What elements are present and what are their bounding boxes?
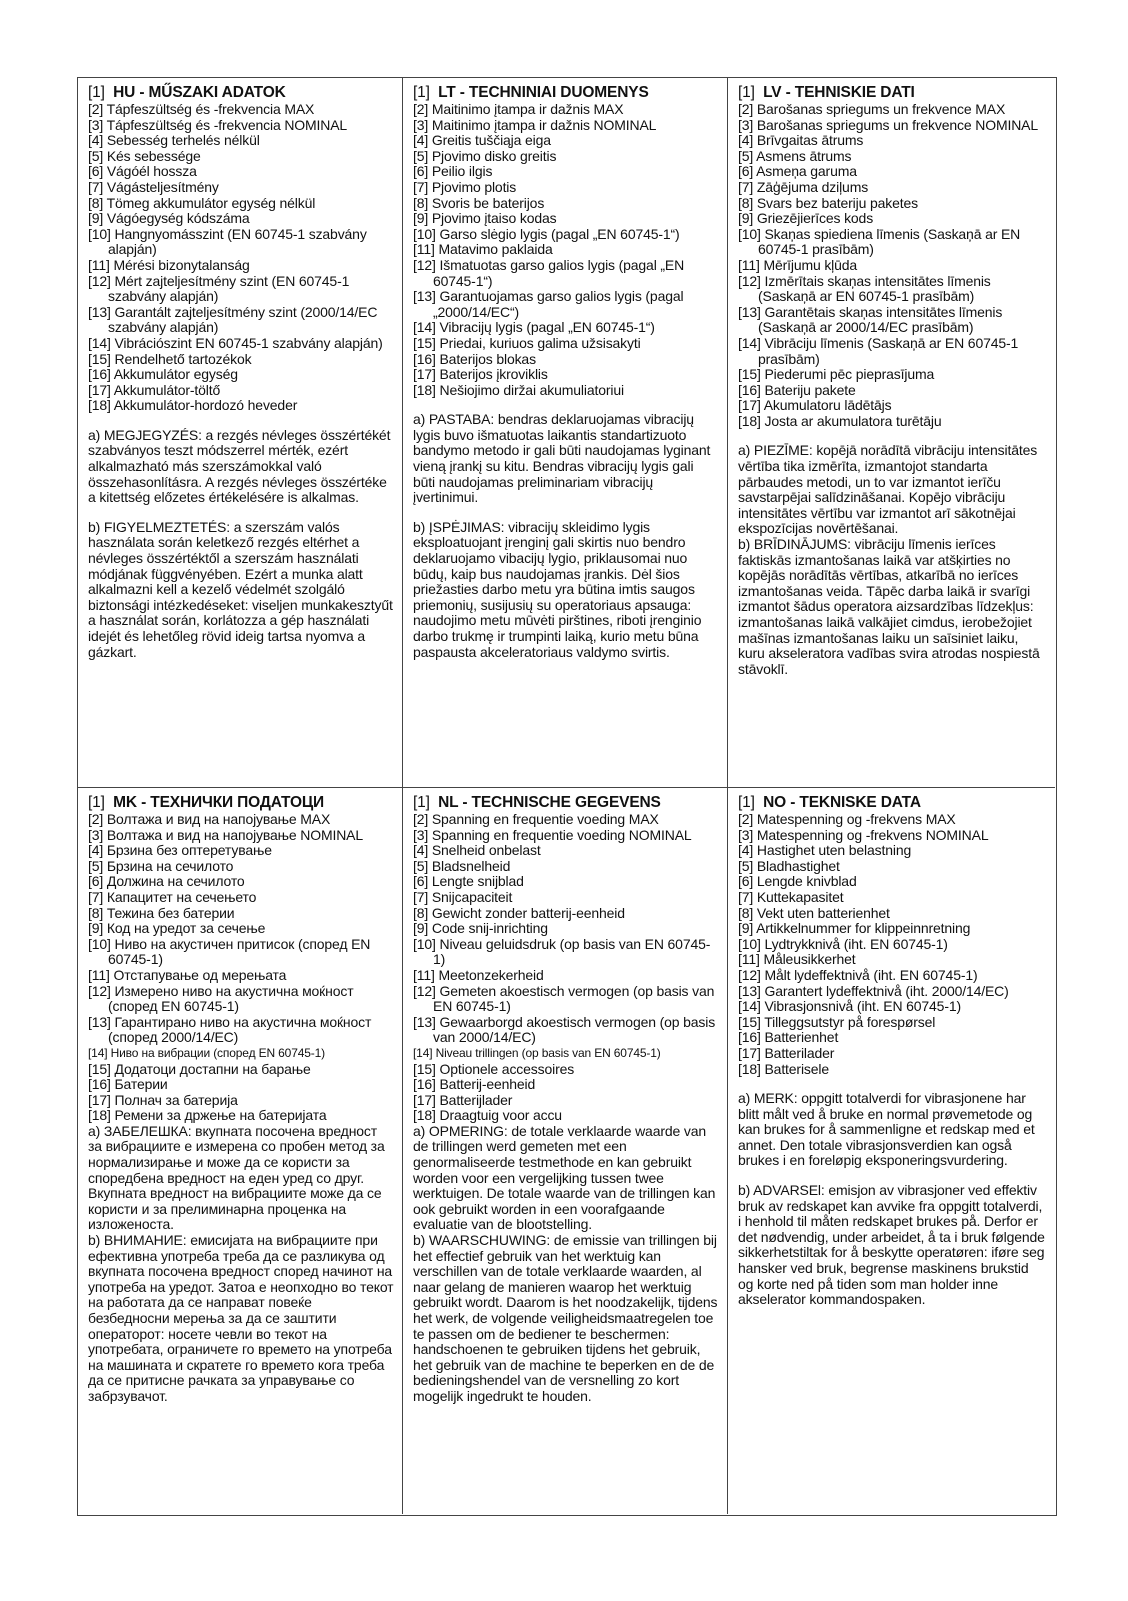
spec-item: [2] Barošanas spriegums un frekvence MAX — [738, 101, 1006, 117]
spec-item: [9] Griezējierīces kods — [738, 210, 874, 227]
spec-item: [11] Matavimo paklaida — [413, 241, 553, 258]
spec-item: [7] Vágásteljesítmény — [88, 178, 219, 195]
spec-item: [14] Ниво на вибрации (според EN 60745-1) — [88, 1045, 325, 1060]
spec-item: [16] Батерии — [88, 1076, 168, 1093]
spec-item: [17] Baterijos įkroviklis — [413, 366, 548, 383]
section-nl — [403, 788, 728, 1514]
spec-item: [11] Отстапување од мерењата — [88, 966, 287, 983]
spec-item: [4] Brīvgaitas ātrums — [738, 132, 864, 149]
warning-b: b) BRĪDINĀJUMS: vibrāciju līmenis ierīces faktiskās izmantošanas laikā var atšķirties no kopējās norādītās vērtības, atkarībā no ierīces izmantošanas veida. Tāpēc darba laikā ir svarīgi izmantot šādus operatora aizsardzības līdzekļus: izmantošanas laikā valkājiet cimdus, ierobežojiet mašīnas izmantošanas laiku un saīsiniet laiku, kuru akseleratora vadības svira atrodas nospiestā stāvoklī. — [738, 536, 1040, 677]
spec-item: [16] Baterijos blokas — [413, 350, 536, 367]
spec-item: [2] Волтажа и вид на напојување MAX — [88, 811, 331, 827]
section-title: [1] LV - TEHNISKIE DATI — [738, 84, 915, 101]
note-a: a) PASTABA: bendras deklaruojamas vibracijų lygis buvo išmatuotas laikantis standartizuoto bandymo metodo ir gali būti naudojamas lyginant vieną įrankį su kitu. Bendras vibracijų lygis gali būti naudojamas preliminariam vibracijų įvertinimui. — [413, 411, 711, 506]
spec-item: [10] Hangnyomásszint (EN 60745-1 szabvány alapján) — [88, 225, 367, 258]
spec-item: [10] Ниво на акустичен притисок (според EN 60745-1) — [88, 935, 371, 968]
spec-item: [8] Vekt uten batterienhet — [738, 904, 890, 921]
spec-item: [14] Vibrációszint EN 60745-1 szabvány alapján) — [88, 334, 383, 351]
section-hu — [78, 78, 403, 788]
spec-item: [8] Tömeg akkumulátor egység nélkül — [88, 194, 316, 211]
section-title: [1] LT - TECHNINIAI DUOMENYS — [413, 84, 649, 101]
spec-item: [13] Garantuojamas garso galios lygis (pagal „2000/14/EC“) — [413, 288, 684, 320]
note-a: а) ЗАБЕЛЕШКА: вкупната посочена вредност за вибрациите е измерена со пробен метод за нормализирање и може да се користи за споредбена вредност на еден уред со друг. Вкупната вредност на вибрациите може да се користи и за прелиминарна проценка на изложеноста. — [88, 1122, 385, 1233]
spec-item: [4] Greitis tuščiąja eiga — [413, 132, 551, 149]
note-a: a) MEGJEGYZÉS: a rezgés névleges összértékét szabványos teszt módszerrel mérték, ezért alkalmazható más szerszámokkal való összehasonlításra. A rezgés névleges összértéke a kitettség előzetes értékelésére is alkalmas. — [88, 426, 391, 506]
spec-item: [3] Tápfeszültség és -frekvencia NOMINAL — [88, 116, 348, 133]
spec-item: [4] Snelheid onbelast — [413, 842, 541, 859]
spec-item: [3] Spanning en frequentie voeding NOMINAL — [413, 826, 692, 843]
section-title: [1] NO - TEKNISKE DATA — [738, 794, 921, 811]
spec-item: [12] Išmatuotas garso galios lygis (pagal „EN 60745-1“) — [413, 256, 685, 289]
spec-item: [18] Nešiojimo diržai akumuliatoriui — [413, 381, 624, 398]
spec-item: [15] Priedai, kuriuos galima užsisakyti — [413, 334, 641, 351]
spec-item: [15] Optionele accessoires — [413, 1060, 575, 1077]
spec-item: [7] Kuttekapasitet — [738, 888, 844, 905]
spec-item: [9] Vágóegység kódszáma — [88, 210, 250, 227]
spec-item: [17] Batterijlader — [413, 1091, 513, 1108]
spec-item: [6] Vágóél hossza — [88, 163, 197, 180]
spec-item: [5] Брзина на сечилото — [88, 857, 234, 874]
spec-item: [8] Gewicht zonder batterij-eenheid — [413, 904, 625, 921]
spec-item: [8] Тежина без батерии — [88, 904, 235, 921]
spec-item: [18] Batterisele — [738, 1060, 829, 1077]
spec-item: [8] Svars bez bateriju paketes — [738, 194, 918, 211]
spec-item: [7] Snijcapaciteit — [413, 888, 513, 905]
warning-b: b) ВНИМАНИЕ: емисијата на вибрациите при ефективна употреба треба да се разликува од вкупната посочена вредност според начинот на употреба на уредот. Затоа е неопходно во текот на работата да се направат повеќе безбедносни мерења за да се заштити операторот: носете чевли во текот на употребата, ограничете го времето на употреба на машината и скратете го времето кога треба да се притисне рачката за управување со забрзувачот. — [88, 1232, 394, 1404]
spec-item: [12] Измерено ниво на акустична моќност (според EN 60745-1) — [88, 982, 354, 1015]
spec-list — [413, 812, 719, 1124]
spec-item: [9] Artikkelnummer for klippeinnretning — [738, 920, 971, 937]
spec-item: [5] Pjovimo disko greitis — [413, 147, 557, 164]
spec-item: [10] Skaņas spiediena līmenis (Saskaņā ar EN 60745-1 prasībām) — [738, 225, 1021, 258]
spec-item: [9] Код на уредот за сечење — [88, 920, 266, 937]
spec-item: [10] Garso slėgio lygis (pagal „EN 60745-1“) — [413, 225, 680, 242]
spec-item: [9] Pjovimo įtaiso kodas — [413, 210, 557, 227]
spec-item: [14] Vibrāciju līmenis (Saskaņā ar EN 60745-1 prasībām) — [738, 334, 1019, 367]
spec-item: [7] Капацитет на сечењето — [88, 888, 257, 905]
spec-item: [18] Ремени за држење на батеријата — [88, 1107, 327, 1124]
spec-item: [5] Bladhastighet — [738, 857, 840, 874]
spec-item: [18] Josta ar akumulatora turētāju — [738, 412, 942, 429]
spec-item: [15] Tilleggsutstyr på forespørsel — [738, 1013, 936, 1030]
note-a: a) OPMERING: de totale verklaarde waarde van de trillingen werd gemeten met een genormaliseerde testmethode en kan gebruikt worden voor een vergelijking tussen twee werktuigen. De totale waarde van de trillingen kan ook gebruikt worden in een voorafgaande evaluatie van de blootstelling. — [413, 1122, 716, 1233]
section-title: [1] HU - MŰSZAKI ADATOK — [88, 84, 286, 101]
spec-item: [3] Maitinimo įtampa ir dažnis NOMINAL — [413, 116, 657, 133]
spec-item: [3] Matespenning og -frekvens NOMINAL — [738, 826, 989, 843]
spec-item: [5] Kés sebessége — [88, 147, 201, 164]
spec-item: [16] Bateriju pakete — [738, 381, 856, 398]
spec-item: [7] Zāģējuma dziļums — [738, 178, 869, 195]
spec-item: [4] Hastighet uten belastning — [738, 842, 912, 859]
spec-item: [12] Gemeten akoestisch vermogen (op basis van EN 60745-1) — [413, 982, 715, 1015]
spec-item: [11] Meetonzekerheid — [413, 966, 544, 983]
spec-item: [2] Maitinimo įtampa ir dažnis MAX — [413, 101, 624, 117]
warning-b: b) FIGYELMEZTETÉS: a szerszám valós használata során keletkező rezgés eltérhet a névleges összértéktől a szerszám használati módjának függvényében. Ezért a munka alatt alkalmazni kell a kezelő védelmét szolgáló biztonsági intézkedéseket: viseljen munkakesztyűt a használat során, korlátozza a gép használati idejét és lehetőleg rövid ideig tartsa nyomva a gázkart. — [88, 518, 393, 660]
spec-item: [6] Должина на сечилото — [88, 873, 245, 890]
spec-item: [15] Rendelhető tartozékok — [88, 350, 252, 367]
spec-item: [6] Peilio ilgis — [413, 163, 493, 180]
spec-item: [14] Vibrasjonsnivå (iht. EN 60745-1) — [738, 998, 961, 1015]
spec-item: [16] Batterienhet — [738, 1029, 839, 1046]
spec-item: [4] Sebesség terhelés nélkül — [88, 132, 260, 149]
spec-item: [13] Garantert lydeffektnivå (iht. 2000/14/EC) — [738, 982, 1009, 999]
spec-item: [6] Asmeņa garuma — [738, 163, 857, 180]
spec-item: [2] Spanning en frequentie voeding MAX — [413, 811, 659, 827]
spec-item: [8] Svoris be baterijos — [413, 194, 545, 211]
spec-item: [17] Akkumulátor-töltő — [88, 381, 221, 398]
spec-item: [10] Lydtrykknivå (iht. EN 60745-1) — [738, 935, 948, 952]
warning-b: b) ĮSPĖJIMAS: vibracijų skleidimo lygis eksploatuojant įrenginį gali skirtis nuo bendro deklaruojamo vibacijų lygio, priklausomai nuo būdų, kaip bus naudojamas įrankis. Dėl šios priežasties darbo metu yra būtina imtis saugos priemonių, susijusių su operatoriaus apsauga: naudojimo metu mūvėti pirštines, riboti įrenginio darbo trukmę ir trumpinti laiką, kurio metu būna paspausta akceleratoriaus valdymo svirtis. — [413, 518, 702, 660]
spec-item: [5] Bladsnelheid — [413, 857, 511, 874]
spec-item: [11] Måleusikkerhet — [738, 951, 856, 968]
spec-item: [14] Vibracijų lygis (pagal „EN 60745-1“) — [413, 319, 655, 336]
spec-item: [15] Piederumi pēc pieprasījuma — [738, 366, 935, 383]
warning-b: b) WAARSCHUWING: de emissie van trillingen bij het effectief gebruik van het werktuig kan verschillen van de totale verklaarde waarden, al naar gelang de manieren waarop het werktuig gebruikt wordt. Daarom is het noodzakelijk, tijdens het werk, de volgende veiligheidsmaatregelen toe te passen om de bediener te beschermen: handschoenen te gebruiken tijdens het gebruik, het gebruik van de machine te beperken en de de bedieningshendel van de versnelling zo kort mogelijk ingedrukt te houden. — [413, 1232, 718, 1404]
spec-item: [16] Akkumulátor egység — [88, 366, 238, 383]
spec-item: [2] Matespenning og -frekvens MAX — [738, 811, 956, 827]
spec-item: [3] Barošanas spriegums un frekvence NOMINAL — [738, 116, 1038, 133]
spec-item: [10] Niveau geluidsdruk (op basis van EN 60745-1) — [413, 935, 711, 968]
spec-item: [13] Gewaarborgd akoestisch vermogen (op basis van 2000/14/EC) — [413, 1013, 716, 1046]
spec-item: [13] Garantētais skaņas intensitātes līmenis (Saskaņā ar 2000/14/EC prasībām) — [738, 303, 1003, 336]
spec-item: [12] Målt lydeffektnivå (iht. EN 60745-1) — [738, 966, 978, 983]
spec-item: [13] Гарантирано ниво на акустична моќност (според 2000/14/EC) — [88, 1013, 372, 1046]
spec-item: [4] Брзина без оптеретување — [88, 842, 272, 859]
spec-item: [7] Pjovimo plotis — [413, 178, 517, 195]
spec-item: [6] Lengte snijblad — [413, 873, 524, 890]
section-lt — [403, 78, 728, 788]
spec-item: [17] Batterilader — [738, 1044, 835, 1061]
spec-item: [11] Mērījumu kļūda — [738, 256, 858, 273]
spec-list — [88, 812, 394, 1124]
section-mk — [78, 788, 403, 1514]
section-no — [728, 788, 1055, 1514]
spec-list — [413, 102, 719, 398]
spec-item: [15] Додатоци достапни на барање — [88, 1060, 311, 1077]
spec-item: [16] Batterij-eenheid — [413, 1076, 536, 1093]
spec-item: [12] Izmērītais skaņas intensitātes līmenis (Saskaņā ar EN 60745-1 prasībām) — [738, 272, 991, 305]
note-a: a) PIEZĪME: kopējā norādītā vibrāciju intensitātes vērtība tika izmērīta, izmantojot standarta pārbaudes metodi, un to var izmantot ierīču savstarpējai salīdzināšanai. Kopējo vibrāciju intensitātes vērtību var izmantot arī sākotnējai ekspozīcijas novērtēšanai. — [738, 442, 1038, 537]
spec-item: [18] Draagtuig voor accu — [413, 1107, 562, 1124]
warning-b: b) ADVARSEl: emisjon av vibrasjoner ved effektiv bruk av redskapet kan avvike fra oppgitt totalverdi, i henhold til måten redskapet brukes på. Derfor er det nødvendig, under arbeidet, å ta i bruk følgende sikkerhetstiltak for å beskytte operatøren: iføre seg hansker ved bruk, begrense maskinens brukstid og korte ned på tiden som man holder inne akselerator kommandospaken. — [738, 1182, 1045, 1308]
spec-list — [738, 812, 1047, 1077]
spec-item: [6] Lengde knivblad — [738, 873, 857, 890]
spec-list — [88, 102, 394, 414]
spec-item: [5] Asmens ātrums — [738, 147, 852, 164]
section-lv — [728, 78, 1055, 788]
spec-item: [18] Akkumulátor-hordozó heveder — [88, 397, 298, 414]
tech-data-grid — [77, 77, 1057, 1516]
spec-item: [14] Niveau trillingen (op basis van EN 60745-1) — [413, 1045, 661, 1060]
spec-item: [12] Mért zajteljesítmény szint (EN 60745-1 szabvány alapján) — [88, 272, 350, 305]
spec-item: [9] Code snij-inrichting — [413, 920, 548, 937]
section-title: [1] NL - TECHNISCHE GEGEVENS — [413, 794, 661, 811]
section-title: [1] MK - ТЕХНИЧКИ ПОДАТОЦИ — [88, 794, 325, 811]
spec-list — [738, 102, 1047, 429]
spec-item: [17] Полнач за батерија — [88, 1091, 238, 1108]
spec-item: [17] Akumulatoru lādētājs — [738, 397, 892, 414]
note-a: a) MERK: oppgitt totalverdi for vibrasjonene har blitt målt ved å bruke en normal prøvemetode og kan brukes for å sammenligne et redskap med et annet. Den totale vibrasjonsverdien kan også brukes i en foreløpig eksponeringsvurdering. — [738, 1090, 1035, 1169]
spec-item: [2] Tápfeszültség és -frekvencia MAX — [88, 101, 315, 117]
spec-item: [13] Garantált zajteljesítmény szint (2000/14/EC szabvány alapján) — [88, 303, 378, 336]
spec-item: [3] Волтажа и вид на напојување NOMINAL — [88, 826, 364, 843]
spec-item: [11] Mérési bizonytalanság — [88, 256, 250, 273]
